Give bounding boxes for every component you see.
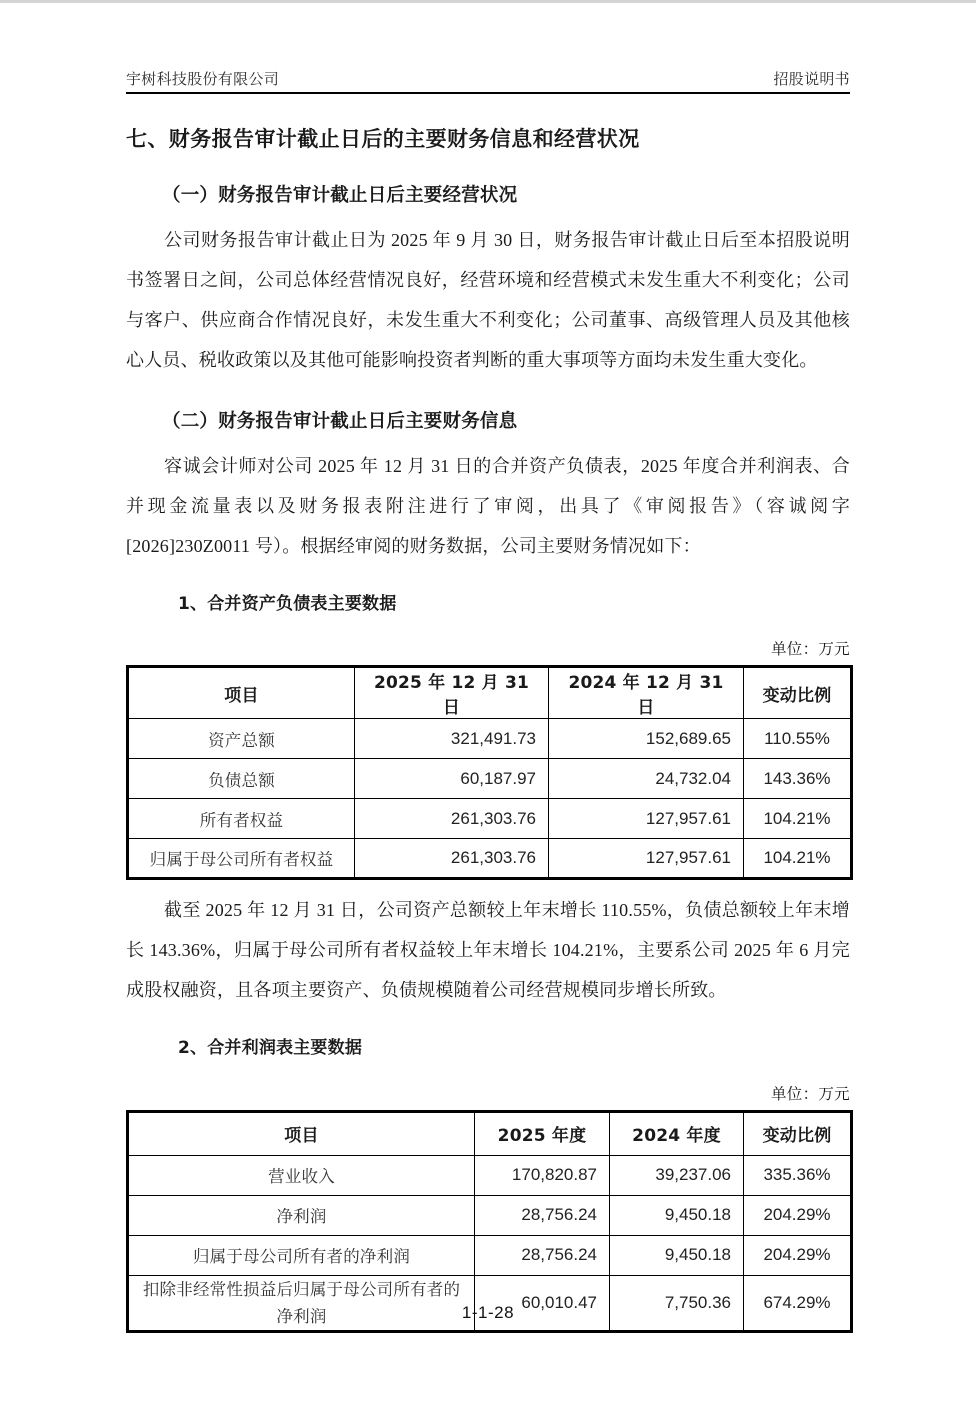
row-label: 负债总额 [128, 759, 355, 799]
subsection-two-heading: （二）财务报告审计截止日后主要财务信息 [162, 411, 518, 433]
table-row [128, 1235, 852, 1275]
cell-change: 143.36% [744, 759, 852, 799]
cell-2024: 9,450.18 [610, 1195, 744, 1235]
cell-2024: 127,957.61 [549, 799, 744, 839]
row-label: 资产总额 [128, 719, 355, 759]
cell-2025: 321,491.73 [355, 719, 549, 759]
cell-2025: 170,820.87 [475, 1155, 610, 1195]
cell-change: 674.29% [744, 1275, 852, 1331]
cell-2024: 39,237.06 [610, 1155, 744, 1195]
running-header [126, 3, 850, 89]
table-row [128, 1195, 852, 1235]
page-number-footer: 1-1-28 [461, 1303, 515, 1322]
balance-sheet-heading: 1、合并资产负债表主要数据 [178, 593, 397, 614]
balance-sheet-analysis-paragraph: 截至 2025 年 12 月 31 日，公司资产总额较上年末增长 110.55%，负债总额较上年末增长 143.36%，归属于母公司所有者权益较上年末增长 104.21%，主要系公司 2025 年 6 月完成股权融资，且各项主要资产、负债规模随着公司经营规模同步增长所致。 [126, 900, 850, 1001]
row-label: 净利润 [128, 1195, 475, 1235]
cell-change: 110.55% [744, 719, 852, 759]
header-company-name: 宇树科技股份有限公司 [126, 72, 280, 88]
column-header-2024: 2024 年 12 月 31 日 [549, 667, 744, 719]
column-header-2024: 2024 年度 [610, 1111, 744, 1155]
table-row [128, 839, 852, 879]
header-divider-rule [126, 92, 850, 94]
table-row [128, 1155, 852, 1195]
subsection-one-heading: （一）财务报告审计截止日后主要经营状况 [162, 185, 518, 207]
balance-sheet-unit-label: 单位：万元 [770, 641, 850, 659]
table-row [128, 799, 852, 839]
cell-2024: 7,750.36 [610, 1275, 744, 1331]
income-statement-heading: 2、合并利润表主要数据 [178, 1038, 363, 1059]
column-header-item: 项目 [128, 1111, 475, 1155]
balance-sheet-table [126, 665, 853, 880]
cell-2024: 152,689.65 [549, 719, 744, 759]
cell-change: 104.21% [744, 839, 852, 879]
row-label: 营业收入 [128, 1155, 475, 1195]
column-header-item: 项目 [128, 667, 355, 719]
cell-2025: 261,303.76 [355, 839, 549, 879]
subsection-two-paragraph: 容诚会计师对公司 2025 年 12 月 31 日的合并资产负债表，2025 年度合并利润表、合并现金流量表以及财务报表附注进行了审阅，出具了《审阅报告》（容诚阅字[2026]230Z0011 号）。根据经审阅的财务数据，公司主要财务情况如下： [126, 455, 850, 556]
subsection-one-paragraph: 公司财务报告审计截止日为 2025 年 9 月 30 日，财务报告审计截止日后至本招股说明书签署日之间，公司总体经营情况良好，经营环境和经营模式未发生重大不利变化；公司与客户、供应商合作情况良好，未发生重大不利变化；公司董事、高级管理人员及其他核心人员、税收政策以及其他可能影响投资者判断的重大事项等方面均未发生重大变化。 [126, 230, 850, 371]
cell-change: 204.29% [744, 1195, 852, 1235]
column-header-2025: 2025 年 12 月 31 日 [355, 667, 549, 719]
row-label: 归属于母公司所有者权益 [128, 839, 355, 879]
page-content [126, 3, 850, 1333]
cell-2025: 60,187.97 [355, 759, 549, 799]
cell-2025: 261,303.76 [355, 799, 549, 839]
table-header-row [128, 667, 852, 719]
column-header-2025: 2025 年度 [475, 1111, 610, 1155]
document-page [0, 3, 976, 1404]
row-label: 扣除非经常性损益后归属于母公司所有者的净利润 [128, 1275, 475, 1331]
income-statement-table [126, 1110, 853, 1333]
cell-2025: 28,756.24 [475, 1235, 610, 1275]
table-header-row [128, 1111, 852, 1155]
cell-2025: 60,010.47 [475, 1275, 610, 1331]
income-statement-unit-label: 单位：万元 [770, 1085, 850, 1103]
cell-2025: 28,756.24 [475, 1195, 610, 1235]
cell-2024: 9,450.18 [610, 1235, 744, 1275]
table-row [128, 719, 852, 759]
cell-2024: 127,957.61 [549, 839, 744, 879]
cell-change: 204.29% [744, 1235, 852, 1275]
cell-2024: 24,732.04 [549, 759, 744, 799]
table-row [128, 759, 852, 799]
page-title: 七、财务报告审计截止日后的主要财务信息和经营状况 [126, 127, 640, 151]
column-header-change: 变动比例 [744, 1111, 852, 1155]
header-document-type: 招股说明书 [773, 72, 850, 88]
column-header-change: 变动比例 [744, 667, 852, 719]
row-label: 所有者权益 [128, 799, 355, 839]
cell-change: 335.36% [744, 1155, 852, 1195]
cell-change: 104.21% [744, 799, 852, 839]
row-label: 归属于母公司所有者的净利润 [128, 1235, 475, 1275]
